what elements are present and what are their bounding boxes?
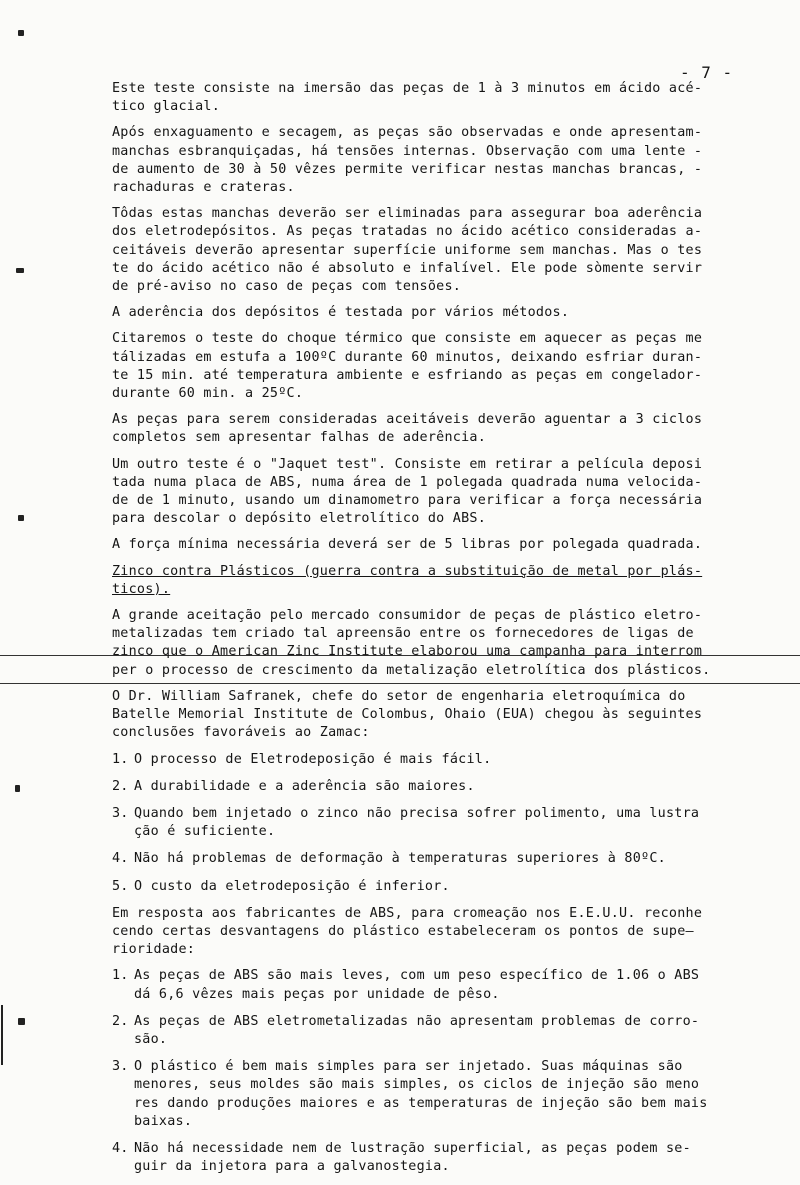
list-item	[112, 967, 732, 1003]
list-item	[112, 778, 732, 796]
paragraph: O Dr. William Safranek, chefe do setor de engenharia eletroquímica do Batelle Memorial Institute de Colombus, Ohaio (EUA) chegou às seguintes conclusões favoráveis ao Zamac:	[112, 688, 703, 741]
page-number: - 7 -	[680, 63, 734, 82]
list-item-text: Não há problemas de deformação à temperaturas superiores à 80ºC.	[134, 851, 666, 867]
list-item-text: As peças de ABS eletrometalizadas não apresentam problemas de corro- são.	[134, 1013, 700, 1047]
list-item	[112, 805, 732, 841]
list-item-text: A durabilidade e a aderência são maiores.	[134, 778, 475, 794]
scan-speck	[18, 1018, 25, 1025]
scan-speck	[16, 268, 24, 273]
section-heading: Zinco contra Plásticos (guerra contra a substituição de metal por plás- ticos).	[112, 563, 703, 597]
list-item-text: As peças de ABS são mais leves, com um peso específico de 1.06 o ABS dá 6,6 vêzes mais peças por unidade de pêso.	[134, 968, 700, 1002]
list-item	[112, 1013, 732, 1049]
list-item	[112, 1140, 732, 1176]
zamac-advantages-list	[112, 751, 732, 896]
list-item-text: O processo de Eletrodeposição é mais fácil.	[134, 751, 492, 767]
paragraph-block-1	[112, 80, 732, 555]
list-item-number: 4.	[112, 851, 129, 867]
list-item-number: 2.	[112, 778, 129, 794]
paragraph: Tôdas estas manchas deverão ser eliminadas para assegurar boa aderência dos eletrodepósitos. As peças tratadas no ácido acético consideradas a- ceitáveis deverão apresentar superfície uniforme sem manchas. Mas o tes te do ácido acético não é absoluto e infalível. Ele pode sòmente servir de pré-aviso no caso de peças com tensões.	[112, 206, 703, 295]
list-item-number: 4.	[112, 1140, 129, 1156]
list-item-number: 3.	[112, 805, 129, 821]
list-item	[112, 878, 732, 896]
list-item-text: O plástico é bem mais simples para ser injetado. Suas máquinas são menores, seus moldes são mais simples, os ciclos de injeção são meno res dando produções maiores e as temperaturas de injeção são bem mais baixas.	[134, 1059, 708, 1129]
body-text	[112, 80, 732, 1185]
paragraph: Citaremos o teste do choque térmico que consiste em aquecer as peças me tálizadas em estufa a 100ºC durante 60 minutos, deixando esfriar duran- te 15 min. até temperatura ambiente e esfriando as peças em congelador- durante 60 min. a 25ºC.	[112, 331, 703, 402]
paragraph-block-2	[112, 607, 732, 742]
list-item-number: 1.	[112, 751, 129, 767]
list-item-number: 1.	[112, 968, 129, 984]
paragraph: Este teste consiste na imersão das peças de 1 à 3 minutos em ácido acé- tico glacial.	[112, 81, 703, 115]
list-item	[112, 1058, 732, 1131]
list-item-text: Não há necessidade nem de lustração superficial, as peças podem se- guir da injetora para a galvanostegia.	[134, 1140, 691, 1175]
paragraph: A grande aceitação pelo mercado consumidor de peças de plástico eletro- metalizadas tem criado tal apreensão entre os fornecedores de ligas de zinco que o American Zinc Institute elaborou uma campanha para interrom per o processo de crescimento da metalização eletrolítica dos plásticos.	[112, 608, 711, 678]
abs-advantages-list	[112, 967, 732, 1176]
paragraph: As peças para serem consideradas aceitáveis deverão aguentar a 3 ciclos completos sem apresentar falhas de aderência.	[112, 412, 703, 446]
list-item-number: 2.	[112, 1013, 129, 1029]
paragraph: A aderência dos depósitos é testada por vários métodos.	[112, 305, 570, 321]
list-item-number: 3.	[112, 1059, 129, 1075]
paragraph: Em resposta aos fabricantes de ABS, para cromeação nos E.E.U.U. reconhe cendo certas desvantagens do plástico estabeleceram os pontos de supe— rioridade:	[112, 905, 703, 958]
list-item	[112, 751, 732, 769]
paragraph: A força mínima necessária deverá ser de 5 libras por polegada quadrada.	[112, 537, 703, 553]
paragraph: Após enxaguamento e secagem, as peças são observadas e onde apresentam- manchas esbranquiçadas, há tensões internas. Observação com uma lente - de aumento de 30 à 50 vêzes permite verificar nestas manchas brancas, - rachaduras e crateras.	[112, 125, 703, 196]
list-item-text: O custo da eletrodeposição é inferior.	[134, 878, 450, 894]
scan-speck	[18, 515, 24, 521]
list-item-text: Quando bem injetado o zinco não precisa sofrer polimento, uma lustra ção é suficiente.	[134, 805, 700, 840]
scan-edge-line	[1, 1005, 3, 1065]
paragraph: Um outro teste é o "Jaquet test". Consiste em retirar a película deposi tada numa placa de ABS, numa área de 1 polegada quadrada numa velocida- de de 1 minuto, usando um dinamometro para verificar a força necessária para descolar o depósito eletrolítico do ABS.	[112, 456, 703, 527]
scan-speck	[18, 30, 24, 36]
scan-speck	[15, 785, 20, 792]
list-item-number: 5.	[112, 878, 129, 894]
list-item	[112, 850, 732, 868]
